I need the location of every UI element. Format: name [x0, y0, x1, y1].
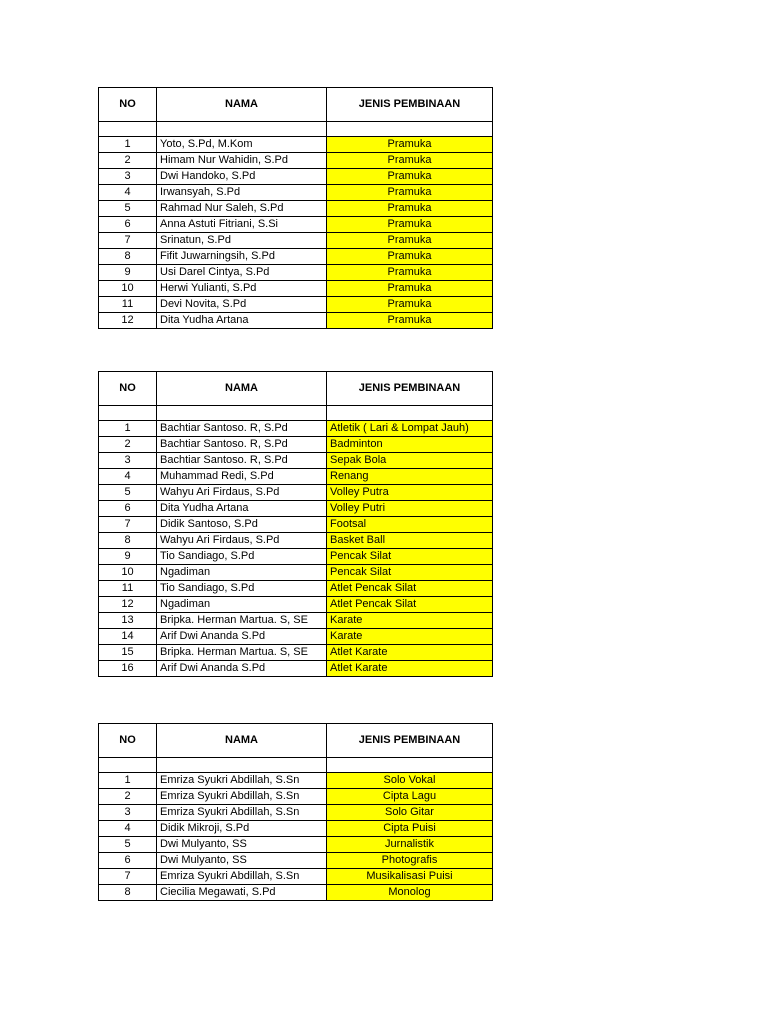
cell-no: 2 [99, 437, 157, 453]
cell-nama: Dwi Handoko, S.Pd [157, 169, 327, 185]
table-row [99, 185, 493, 201]
header-no: NO [99, 88, 157, 122]
table-row [99, 613, 493, 629]
cell-no: 9 [99, 549, 157, 565]
cell-no: 12 [99, 313, 157, 329]
cell-jenis: Pramuka [327, 297, 493, 313]
cell-no: 5 [99, 837, 157, 853]
cell-nama: Emriza Syukri Abdillah, S.Sn [157, 869, 327, 885]
cell-nama: Tio Sandiago, S.Pd [157, 549, 327, 565]
table-row [99, 469, 493, 485]
cell-nama: Emriza Syukri Abdillah, S.Sn [157, 805, 327, 821]
cell-nama: Bachtiar Santoso. R, S.Pd [157, 453, 327, 469]
spacer-cell [99, 406, 157, 421]
cell-nama: Usi Darel Cintya, S.Pd [157, 265, 327, 281]
cell-nama: Didik Santoso, S.Pd [157, 517, 327, 533]
table-row [99, 629, 493, 645]
cell-no: 15 [99, 645, 157, 661]
cell-no: 4 [99, 185, 157, 201]
cell-nama: Dwi Mulyanto, SS [157, 837, 327, 853]
cell-jenis: Photografis [327, 853, 493, 869]
table-row [99, 517, 493, 533]
table-row [99, 885, 493, 901]
cell-jenis: Pramuka [327, 249, 493, 265]
cell-nama: Bachtiar Santoso. R, S.Pd [157, 437, 327, 453]
cell-nama: Bripka. Herman Martua. S, SE [157, 645, 327, 661]
cell-nama: Arif Dwi Ananda S.Pd [157, 629, 327, 645]
table-row [99, 565, 493, 581]
cell-no: 13 [99, 613, 157, 629]
table-seni [98, 723, 493, 901]
cell-nama: Emriza Syukri Abdillah, S.Sn [157, 789, 327, 805]
spacer-row [99, 758, 493, 773]
cell-no: 3 [99, 805, 157, 821]
header-nama: NAMA [157, 88, 327, 122]
spacer-cell [99, 758, 157, 773]
cell-no: 1 [99, 421, 157, 437]
cell-jenis: Badminton [327, 437, 493, 453]
header-jenis: JENIS PEMBINAAN [327, 724, 493, 758]
table-row [99, 437, 493, 453]
spacer-cell [327, 758, 493, 773]
cell-no: 5 [99, 485, 157, 501]
table-row [99, 533, 493, 549]
header-nama: NAMA [157, 372, 327, 406]
cell-no: 1 [99, 773, 157, 789]
cell-nama: Devi Novita, S.Pd [157, 297, 327, 313]
cell-jenis: Pramuka [327, 313, 493, 329]
cell-jenis: Jurnalistik [327, 837, 493, 853]
cell-no: 5 [99, 201, 157, 217]
table-row [99, 217, 493, 233]
cell-no: 14 [99, 629, 157, 645]
cell-no: 8 [99, 533, 157, 549]
table-row [99, 501, 493, 517]
cell-no: 11 [99, 297, 157, 313]
spacer-cell [99, 122, 157, 137]
table-row [99, 661, 493, 677]
cell-no: 6 [99, 501, 157, 517]
cell-jenis: Basket Ball [327, 533, 493, 549]
table-row [99, 313, 493, 329]
table-row [99, 645, 493, 661]
cell-jenis: Monolog [327, 885, 493, 901]
cell-jenis: Pramuka [327, 201, 493, 217]
table-row [99, 201, 493, 217]
header-nama: NAMA [157, 724, 327, 758]
cell-no: 10 [99, 281, 157, 297]
cell-jenis: Pramuka [327, 265, 493, 281]
spacer-row [99, 122, 493, 137]
cell-jenis: Pramuka [327, 137, 493, 153]
cell-nama: Dwi Mulyanto, SS [157, 853, 327, 869]
cell-no: 2 [99, 153, 157, 169]
spacer-cell [157, 406, 327, 421]
cell-jenis: Pramuka [327, 281, 493, 297]
cell-jenis: Solo Gitar [327, 805, 493, 821]
spacer-cell [157, 758, 327, 773]
table-row [99, 597, 493, 613]
table-row [99, 297, 493, 313]
cell-nama: Wahyu Ari Firdaus, S.Pd [157, 533, 327, 549]
cell-jenis: Karate [327, 629, 493, 645]
cell-jenis: Atlet Karate [327, 645, 493, 661]
cell-nama: Muhammad Redi, S.Pd [157, 469, 327, 485]
cell-nama: Irwansyah, S.Pd [157, 185, 327, 201]
cell-no: 11 [99, 581, 157, 597]
cell-no: 3 [99, 453, 157, 469]
table-row [99, 853, 493, 869]
cell-jenis: Karate [327, 613, 493, 629]
cell-jenis: Volley Putri [327, 501, 493, 517]
table-row [99, 453, 493, 469]
cell-jenis: Pencak Silat [327, 565, 493, 581]
table-row [99, 581, 493, 597]
cell-jenis: Atlet Pencak Silat [327, 581, 493, 597]
cell-jenis: Pramuka [327, 185, 493, 201]
cell-no: 6 [99, 853, 157, 869]
header-row [99, 88, 493, 122]
cell-no: 2 [99, 789, 157, 805]
spacer-cell [327, 406, 493, 421]
cell-nama: Himam Nur Wahidin, S.Pd [157, 153, 327, 169]
cell-no: 8 [99, 885, 157, 901]
cell-nama: Tio Sandiago, S.Pd [157, 581, 327, 597]
cell-jenis: Pencak Silat [327, 549, 493, 565]
table-row [99, 837, 493, 853]
cell-no: 4 [99, 821, 157, 837]
table-row [99, 281, 493, 297]
cell-nama: Arif Dwi Ananda S.Pd [157, 661, 327, 677]
table-row [99, 137, 493, 153]
cell-jenis: Atlet Pencak Silat [327, 597, 493, 613]
cell-jenis: Cipta Lagu [327, 789, 493, 805]
cell-nama: Didik Mikroji, S.Pd [157, 821, 327, 837]
spacer-cell [157, 122, 327, 137]
table-row [99, 805, 493, 821]
table-row [99, 249, 493, 265]
header-jenis: JENIS PEMBINAAN [327, 88, 493, 122]
table-row [99, 421, 493, 437]
table-row [99, 265, 493, 281]
table-olahraga [98, 371, 493, 677]
cell-jenis: Musikalisasi Puisi [327, 869, 493, 885]
cell-jenis: Pramuka [327, 217, 493, 233]
cell-no: 1 [99, 137, 157, 153]
cell-no: 7 [99, 517, 157, 533]
table-row [99, 169, 493, 185]
cell-no: 16 [99, 661, 157, 677]
cell-nama: Dita Yudha Artana [157, 313, 327, 329]
table-row [99, 153, 493, 169]
cell-no: 8 [99, 249, 157, 265]
cell-no: 4 [99, 469, 157, 485]
table-pramuka [98, 87, 493, 329]
cell-jenis: Cipta Puisi [327, 821, 493, 837]
header-no: NO [99, 724, 157, 758]
cell-nama: Srinatun, S.Pd [157, 233, 327, 249]
table-row [99, 485, 493, 501]
cell-jenis: Pramuka [327, 169, 493, 185]
table-row [99, 869, 493, 885]
cell-nama: Ngadiman [157, 565, 327, 581]
cell-jenis: Solo Vokal [327, 773, 493, 789]
spacer-cell [327, 122, 493, 137]
cell-jenis: Atlet Karate [327, 661, 493, 677]
cell-no: 3 [99, 169, 157, 185]
cell-jenis: Pramuka [327, 153, 493, 169]
header-no: NO [99, 372, 157, 406]
cell-jenis: Pramuka [327, 233, 493, 249]
spacer-row [99, 406, 493, 421]
header-row [99, 724, 493, 758]
table-row [99, 549, 493, 565]
cell-jenis: Volley Putra [327, 485, 493, 501]
cell-no: 10 [99, 565, 157, 581]
cell-nama: Bripka. Herman Martua. S, SE [157, 613, 327, 629]
cell-jenis: Renang [327, 469, 493, 485]
cell-nama: Emriza Syukri Abdillah, S.Sn [157, 773, 327, 789]
cell-jenis: Footsal [327, 517, 493, 533]
table-row [99, 821, 493, 837]
cell-nama: Anna Astuti Fitriani, S.Si [157, 217, 327, 233]
cell-no: 9 [99, 265, 157, 281]
cell-jenis: Atletik ( Lari & Lompat Jauh) [327, 421, 493, 437]
cell-nama: Wahyu Ari Firdaus, S.Pd [157, 485, 327, 501]
cell-no: 12 [99, 597, 157, 613]
table-row [99, 789, 493, 805]
cell-no: 7 [99, 233, 157, 249]
cell-nama: Fifit Juwarningsih, S.Pd [157, 249, 327, 265]
table-row [99, 233, 493, 249]
cell-jenis: Sepak Bola [327, 453, 493, 469]
cell-no: 6 [99, 217, 157, 233]
cell-nama: Ciecilia Megawati, S.Pd [157, 885, 327, 901]
cell-nama: Rahmad Nur Saleh, S.Pd [157, 201, 327, 217]
cell-nama: Dita Yudha Artana [157, 501, 327, 517]
table-row [99, 773, 493, 789]
cell-nama: Ngadiman [157, 597, 327, 613]
header-row [99, 372, 493, 406]
cell-nama: Bachtiar Santoso. R, S.Pd [157, 421, 327, 437]
cell-no: 7 [99, 869, 157, 885]
header-jenis: JENIS PEMBINAAN [327, 372, 493, 406]
cell-nama: Herwi Yulianti, S.Pd [157, 281, 327, 297]
cell-nama: Yoto, S.Pd, M.Kom [157, 137, 327, 153]
